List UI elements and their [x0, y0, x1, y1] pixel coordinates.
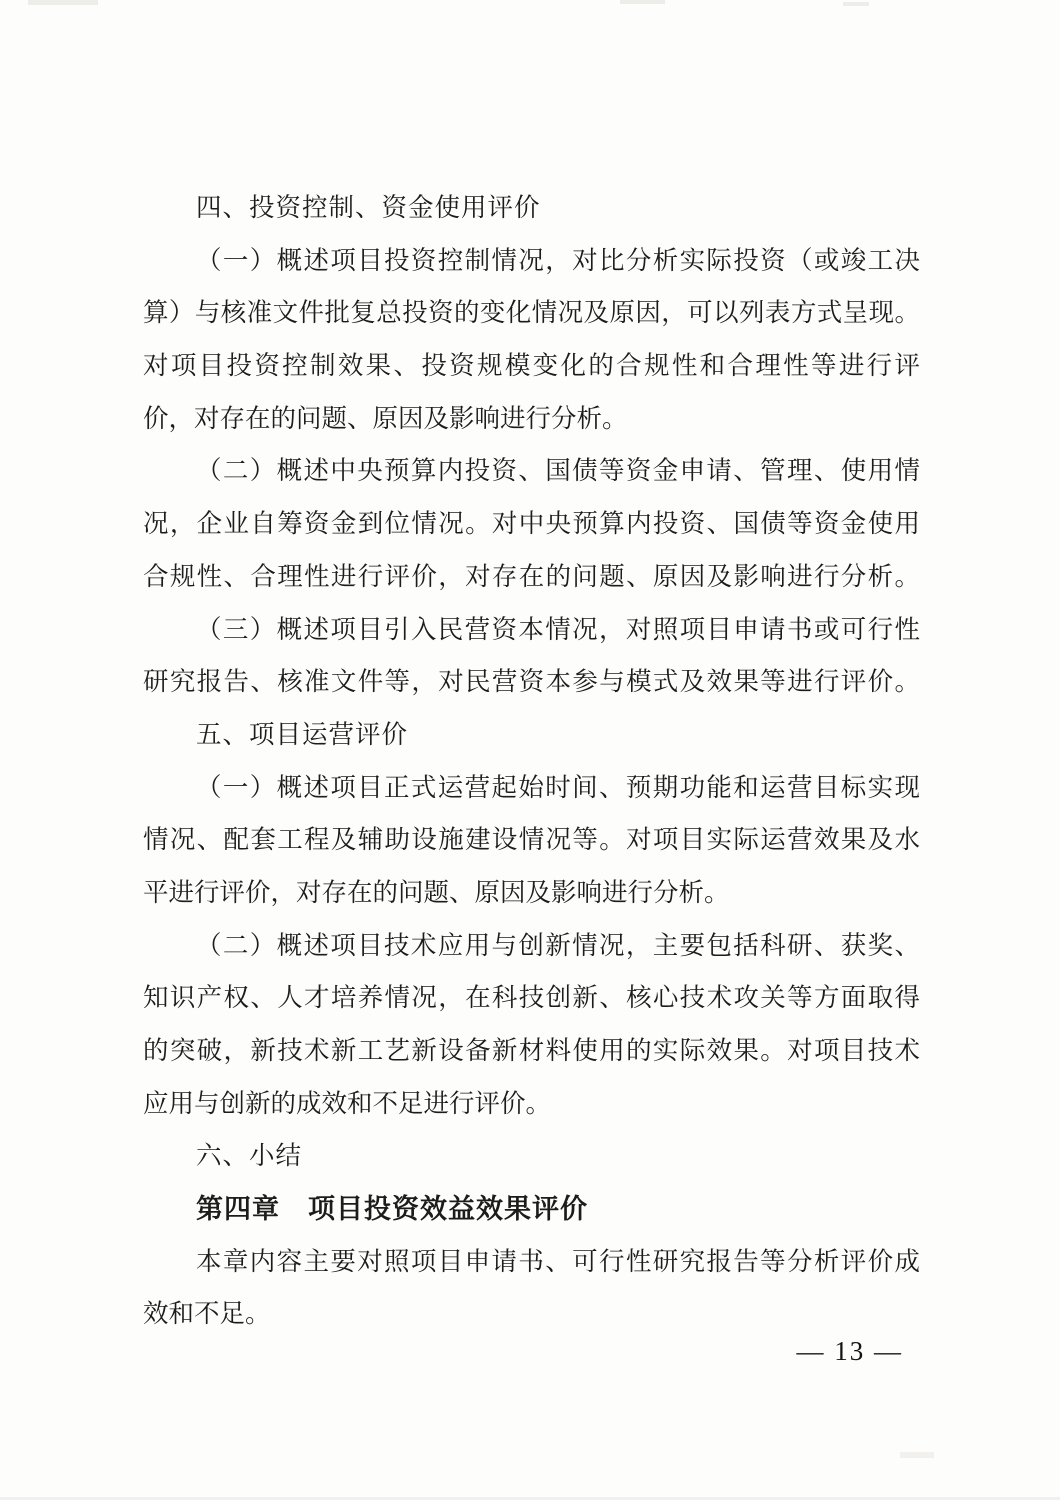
- body-line: 价，对存在的问题、原因及影响进行分析。: [143, 403, 628, 433]
- section-heading: 六、小结: [196, 1141, 303, 1171]
- body-line: （一）概述项目正式运营起始时间、预期功能和运营目标实现: [196, 772, 920, 802]
- body-line: （一）概述项目投资控制情况，对比分析实际投资（或竣工决: [196, 245, 920, 275]
- body-line: 对项目投资控制效果、投资规模变化的合规性和合理性等进行评: [143, 351, 920, 381]
- body-line: 本章内容主要对照项目申请书、可行性研究报告等分析评价成: [196, 1246, 920, 1276]
- body-line: 知识产权、人才培养情况，在科技创新、核心技术攻关等方面取得: [143, 983, 920, 1013]
- body-line: 况，企业自筹资金到位情况。对中央预算内投资、国债等资金使用: [143, 509, 920, 539]
- section-heading: 四、投资控制、资金使用评价: [196, 193, 541, 222]
- body-line: （三）概述项目引入民营资本情况，对照项目申请书或可行性: [196, 614, 920, 644]
- body-line: 算）与核准文件批复总投资的变化情况及原因，可以列表方式呈现。: [143, 298, 920, 328]
- body-line: 情况、配套工程及辅助设施建设情况等。对项目实际运营效果及水: [143, 825, 920, 855]
- body-line: 合规性、合理性进行评价，对存在的问题、原因及影响进行分析。: [143, 561, 920, 591]
- scan-artifact: [620, 0, 665, 4]
- scan-artifact: [843, 2, 869, 6]
- scan-artifact: [900, 1452, 934, 1458]
- section-heading: 五、项目运营评价: [196, 719, 409, 749]
- body-line: （二）概述中央预算内投资、国债等资金申请、管理、使用情: [196, 456, 920, 486]
- page-number: — 13 —: [796, 1336, 903, 1366]
- body-line: （二）概述项目技术应用与创新情况，主要包括科研、获奖、: [196, 930, 920, 960]
- body-line: 研究报告、核准文件等，对民营资本参与模式及效果等进行评价。: [143, 667, 920, 697]
- body-line: 的突破，新技术新工艺新设备新材料使用的实际效果。对项目技术: [143, 1036, 920, 1065]
- body-line: 效和不足。: [143, 1299, 271, 1329]
- body-line: 应用与创新的成效和不足进行评价。: [143, 1088, 552, 1118]
- scan-artifact: [28, 0, 98, 5]
- text-block: [143, 182, 920, 1341]
- chapter-heading: 第四章 项目投资效益效果评价: [196, 1194, 588, 1225]
- body-line: 平进行评价，对存在的问题、原因及影响进行分析。: [143, 877, 730, 907]
